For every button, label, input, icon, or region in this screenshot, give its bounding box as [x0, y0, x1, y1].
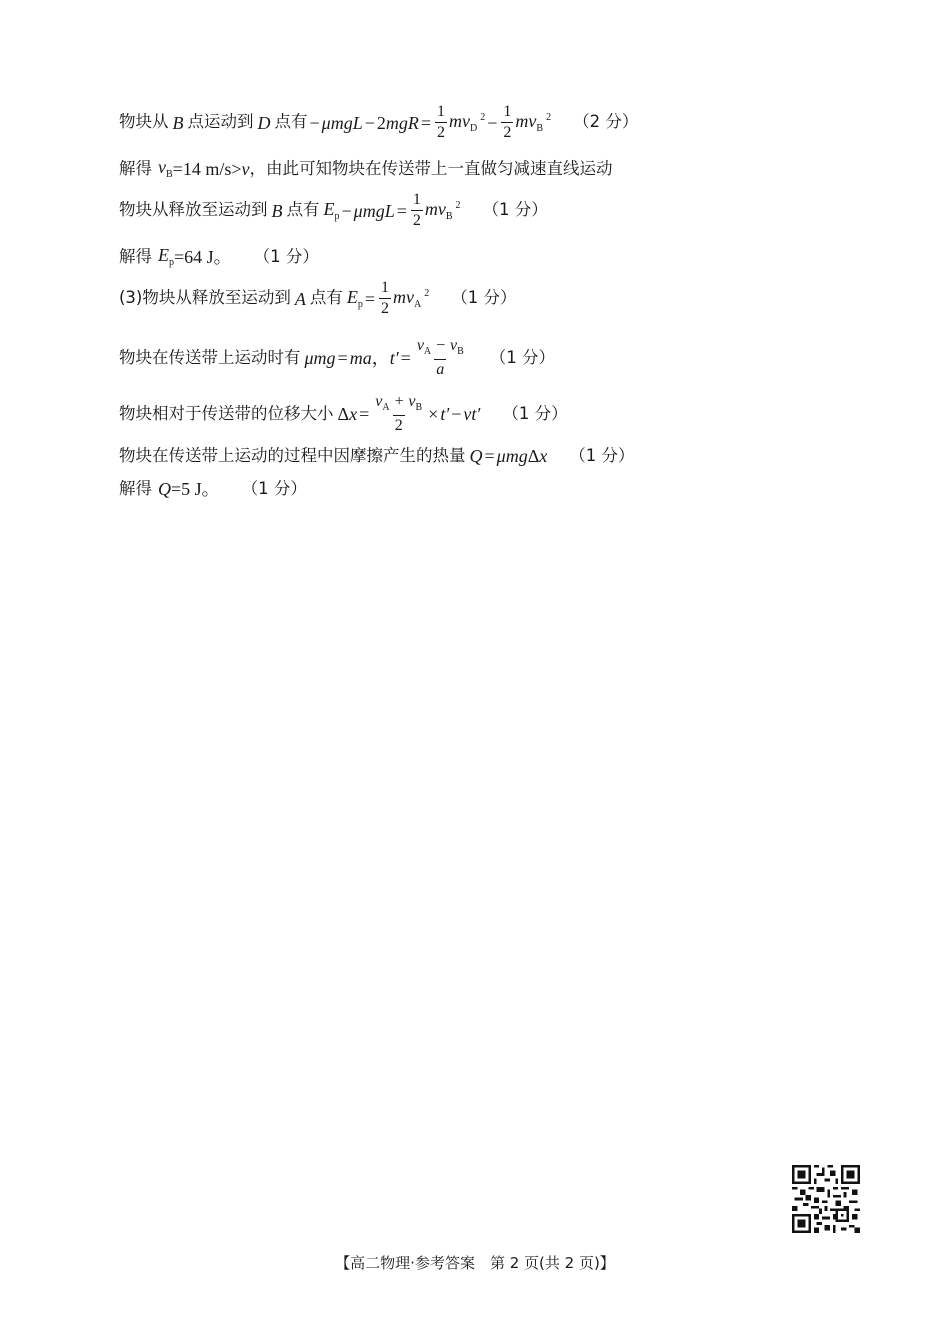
fraction: $\frac{v_A - v_B}{a}$ — [416, 337, 464, 378]
solution-line-9: 解得 Q =5 J。 （1 分） — [119, 478, 307, 499]
footer-text: 【高二物理·参考答案 第 2 页(共 2 页)】 — [335, 1254, 615, 1272]
solution-line-4: 解得 $E_p$ =64 J。 （1 分） — [119, 245, 319, 268]
equation: =64 J。 — [174, 247, 232, 267]
equation: =5 J。 — [171, 479, 220, 499]
solution-line-6: 物块在传送带上运动时有 μmg = ma ， t′ = $\frac{v_A - v_B}{a}$ （1 分） — [119, 337, 555, 378]
var-A: A — [294, 288, 306, 309]
var-v: v — [241, 159, 250, 179]
page-footer — [0, 1252, 950, 1273]
solution-line-3: 物块从释放至运动到 B 点有 $E_p$ − μmgL = $\frac{1}{2}$ $mv_B^2$ （1 分） — [119, 191, 548, 229]
score-label: （1 分） — [502, 403, 568, 423]
text: 解得 — [119, 246, 152, 266]
text: 物块从释放至运动到 — [119, 200, 268, 220]
qr-code-icon — [792, 1165, 860, 1233]
solution-line-1: 物块从 B 点运动到 D 点有 − μmgL − 2 mgR = $\frac{1}{2}$ $mv_D^2$ − $\frac{1}{2}$ $mv_B^2$ （2 分） — [119, 103, 639, 141]
score-label: （1 分） — [241, 478, 307, 498]
text: 解得 — [119, 158, 152, 178]
fraction: $\frac{1}{2}$ — [503, 103, 512, 141]
fraction: $\frac{1}{2}$ — [412, 191, 421, 229]
solution-line-8: 物块在传送带上运动的过程中因摩擦产生的热量 Q = μmg Δ x （1 分） — [119, 445, 635, 466]
score-label: （1 分） — [569, 445, 635, 465]
text: 点有 — [274, 112, 308, 132]
solution-line-5: (3)物块从释放至运动到 A 点有 $E_p$ = $\frac{1}{2}$ $mv_A^2$ （1 分） — [119, 279, 517, 317]
text: 点运动到 — [187, 112, 254, 132]
var-D: D — [257, 112, 271, 133]
text: ，由此可知物块在传送带上一直做匀减速直线运动 — [249, 158, 613, 178]
text: 物块相对于传送带的位移大小 — [119, 403, 334, 423]
fraction: $\frac{1}{2}$ — [381, 279, 390, 317]
text: 点有 — [309, 288, 343, 308]
fraction: $\frac{1}{2}$ — [437, 103, 446, 141]
fraction: $\frac{v_A + v_B}{2}$ — [375, 393, 423, 434]
score-label: （1 分） — [482, 200, 548, 220]
equation: =14 m/s> — [172, 159, 242, 179]
text: 点有 — [286, 200, 320, 220]
var-B: B — [271, 200, 283, 221]
text: 物块从 — [119, 112, 169, 132]
solution-line-2: 解得 $v_B$ =14 m/s> v ，由此可知物块在传送带上一直做匀减速直线运动 — [119, 157, 613, 180]
var-B: B — [172, 112, 184, 133]
score-label: （1 分） — [489, 347, 555, 367]
text: 解得 — [119, 478, 152, 498]
score-label: （2 分） — [573, 112, 639, 132]
text: 物块在传送带上运动的过程中因摩擦产生的热量 — [119, 445, 466, 465]
text: (3)物块从释放至运动到 — [119, 288, 291, 308]
score-label: （1 分） — [253, 246, 319, 266]
text: 物块在传送带上运动时有 — [119, 347, 301, 367]
solution-line-7: 物块相对于传送带的位移大小 Δ x = $\frac{v_A + v_B}{2}$ × t′ − vt′ （1 分） — [119, 393, 568, 434]
score-label: （1 分） — [451, 288, 517, 308]
